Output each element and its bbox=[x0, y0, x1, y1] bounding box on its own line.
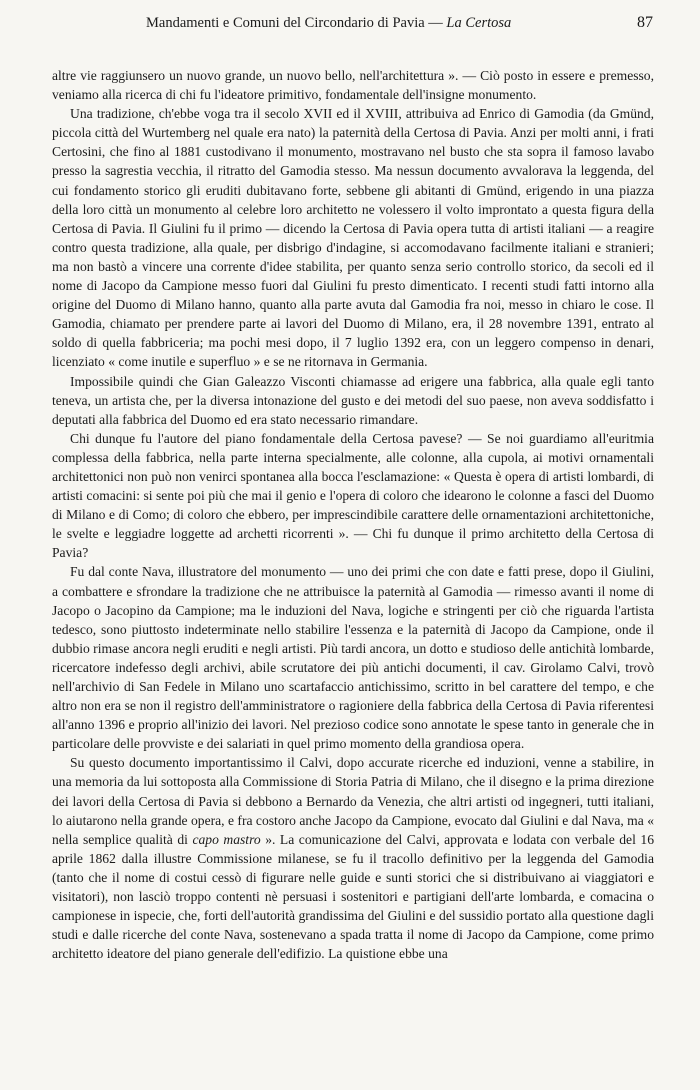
body-text bbox=[52, 66, 654, 963]
italic-phrase: capo mastro bbox=[192, 831, 261, 847]
paragraph: Chi dunque fu l'autore del piano fondamentale della Certosa pavese? — Se noi guardiamo all'euritmia complessa della fabbrica, nella parte interna specialmente, alle colonne, alla cupola, ai motivi ornamentali architettonici non può non venirci spontanea alla bocca l'esclamazione: « Questa è opera di artisti lombardi, di artisti comacini: si sente poi più che mai il genio e l'opera di coloro che idearono le colonne a fasci del Duomo di Milano e di Como; di coloro che ebbero, per imprescindibile carattere delle ornamentazioni architettoniche, le svelte e leggiadre loggette ad archetti ricorrenti ». — Chi fu dunque il primo architetto della Certosa di Pavia? bbox=[52, 430, 654, 561]
running-title-italic: La Certosa bbox=[446, 15, 512, 31]
running-title: Mandamenti e Comuni del Circondario di Pavia — La Certosa bbox=[146, 15, 512, 31]
paragraph: Su questo documento importantissimo il Calvi, dopo accurate ricerche ed induzioni, venne a stabilire, in una memoria da lui sottoposta alla Commissione di Storia Patria di Milano, che il disegno e la prima direzione dei lavori della Certosa di Pavia si debbono a Bernardo da Venezia, che altri artisti od ingegneri, tutti italiani, lo aiutarono nella grande opera, e fra costoro anche Jacopo da Campione, evocato dal Giulini e dal Nava, ma « nella semplice qualità di capo mastro ». La comunicazione del Calvi, approvata e lodata con verbale del 16 aprile 1862 dalla illustre Commissione milanese, se fu il tracollo definitivo per la leggenda del Gamodia (tanto che il nome di costui cessò di figurare nelle guide e sunti storici che si distribuivano ai viaggiatori e visitatori), non lasciò troppo contenti nè persuasi i sostenitori e partigiani dell'arte lombarda, e comacina o campionese in ispecie, che, forti dell'autorità grandissima del Giulini e del sussidio portato alla questione dagli studi e dalle ricerche del conte Nava, sostenevano a spada tratta il nome di Jacopo da Campione, come primo architetto ideatore del piano generale dell'edifizio. La quistione ebbe una bbox=[52, 755, 654, 962]
page-number: 87 bbox=[637, 14, 653, 31]
paragraph: Impossibile quindi che Gian Galeazzo Visconti chiamasse ad erigere una fabbrica, alla quale egli tanto teneva, un artista che, per la diversa intonazione del gusto e dei metodi del suo paese, non aveva soddisfatto i deputati alla fabbrica del Duomo ed era stato necessario rimandare. bbox=[52, 373, 654, 427]
running-header bbox=[52, 12, 653, 34]
paragraph: Una tradizione, ch'ebbe voga tra il secolo XVII ed il XVIII, attribuiva ad Enrico di Gamodia (da Gmünd, piccola città del Wurtemberg nel quale era nato) la paternità della Certosa di Pavia. Anzi per molti anni, i frati Certosini, che fino al 1881 custodivano il monumento, mostravano nel busto che sta sopra il famoso lavabo presso la sagrestia vecchia, il ritratto del Gamodia stesso. Ma nessun documento avvalorava la leggenda, del cui fondamento storico gli eruditi dubitavano forte, sebbene gli abitanti di Gmünd, erigendo in una piazza della loro città un monumento al celebre loro architetto ne volessero il volto improntato a questa figura della Certosa di Pavia. Il Giulini fu il primo — dicendo la Certosa di Pavia opera tutta di artisti italiani — a reagire contro questa tradizione, alla quale, per disbrigo d'indagine, si accomodavano facilmente italiani e stranieri; ma non bastò a vincere una corrente d'idee stabilita, per quanto senza serio controllo storico, da secoli ed il nome di Jacopo da Campione messo fuori dal Giulini fu presto dimenticato. I recenti studi fatti intorno alla origine del Duomo di Milano hanno, quanto alla parte avuta dal Gamodia fra noi, messo in chiaro le cose. Il Gamodia, chiamato per prendere parte ai lavori del Duomo di Milano, era, il 28 novembre 1391, entrato al soldo di quella fabbriceria; ma pochi mesi dopo, il 7 luglio 1392 era, con un leggero compenso in denari, licenziato « come inutile e superfluo » e se ne ritornava in Germania. bbox=[52, 106, 654, 370]
paragraph: altre vie raggiunsero un nuovo grande, un nuovo bello, nell'architettura ». — Ciò posto in essere e premesso, veniamo alla ricerca di chi fu l'ideatore primitivo, fondamentale dell'insigne monumento. bbox=[52, 68, 654, 103]
paragraph: Fu dal conte Nava, illustratore del monumento — uno dei primi che con date e fatti prese, dopo il Giulini, a combattere e sfrondare la tradizione che ne attribuisce la paternità al Gamodia — rimesso avanti il nome di Jacopo o Jacopino da Campione; ma le induzioni del Nava, logiche e stringenti per ciò che riguarda l'artista tedesco, sono piuttosto indeterminate nello stabilire l'essenza e la paternità di Jacopo da Campione, onde il dubbio rimase ancora negli eruditi e negli artisti. Più tardi ancora, un dotto e studioso delle antichità lombarde, ricercatore indefesso degli archivi, abile scrutatore dei più antichi documenti, il cav. Girolamo Calvi, trovò nell'archivio di San Fedele in Milano uno scartafaccio antichissimo, scritto in bel carattere del tempo, e che altro non era se non il registro dell'amministratore o ragioniere della fabbrica della Certosa di Pavia riferentesi all'anno 1396 e proprio all'inizio dei lavori. Nel prezioso codice sono annotate le spese tanto in generale che in particolare delle provviste e dei salariati in quel primo momento della grandiosa opera. bbox=[52, 564, 654, 752]
